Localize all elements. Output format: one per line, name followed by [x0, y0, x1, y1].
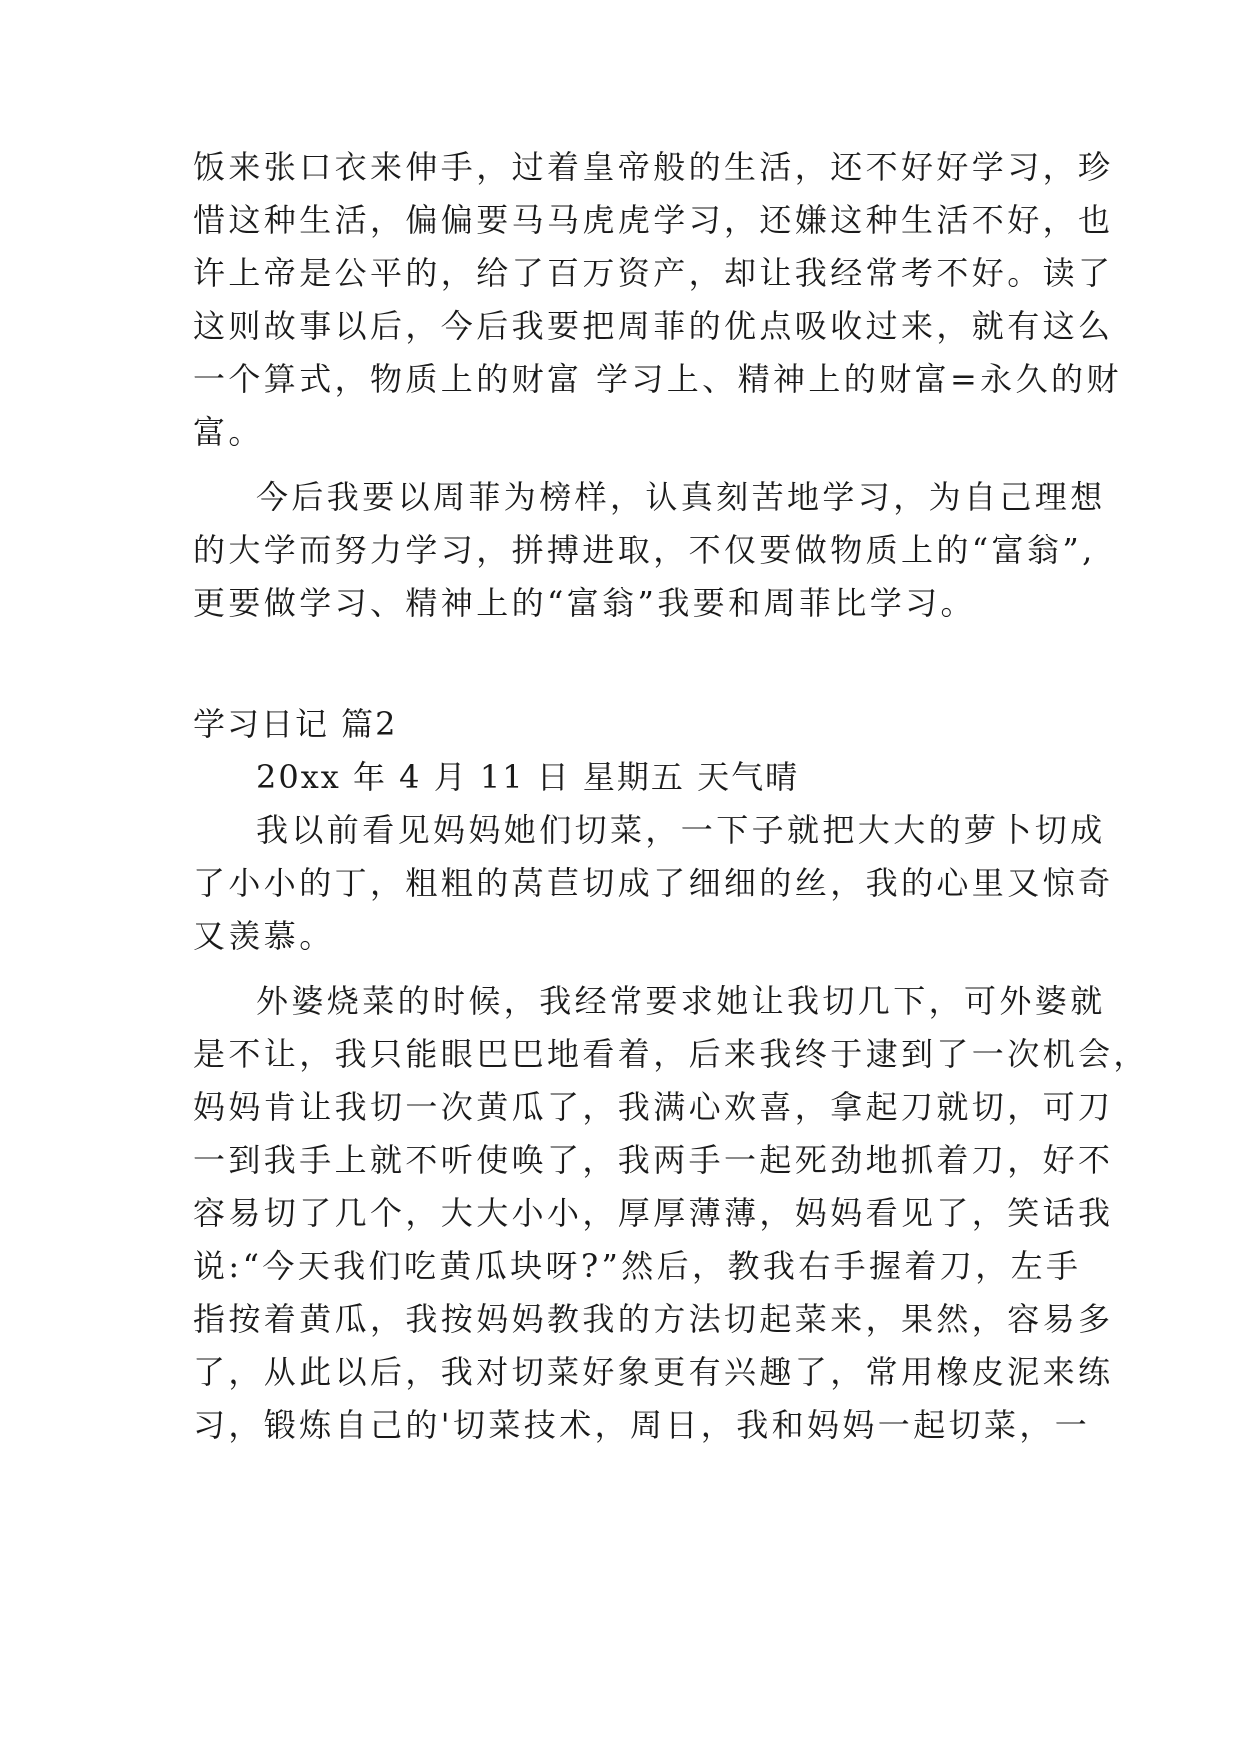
paragraph-line: 更要做学习、精神上的“富翁”我要和周菲比学习。 — [193, 584, 976, 622]
paragraph-line: 我以前看见妈妈她们切菜，一下子就把大大的萝卜切成 — [256, 811, 1106, 849]
paragraph-line: 外婆烧菜的时候，我经常要求她让我切几下，可外婆就 — [256, 982, 1106, 1020]
paragraph-line: 容易切了几个，大大小小，厚厚薄薄，妈妈看见了，笑话我 — [193, 1194, 1114, 1232]
paragraph-line: 的大学而努力学习，拼搏进取，不仅要做物质上的“富翁”, — [193, 531, 1096, 569]
diary-date-line: 20xx 年 4 月 11 日 星期五 天气晴 — [256, 758, 800, 796]
paragraph-line: 一到我手上就不听使唤了，我两手一起死劲地抓着刀，好不 — [193, 1141, 1114, 1179]
paragraph-line: 又羡慕。 — [193, 917, 335, 955]
paragraph-line: 是不让，我只能眼巴巴地看着，后来我终于逮到了一次机会， — [193, 1035, 1149, 1073]
paragraph-line: 一个算式，物质上的财富 学习上、精神上的财富=永久的财 — [193, 360, 1122, 398]
paragraph-line: 饭来张口衣来伸手，过着皇帝般的生活，还不好好学习，珍 — [193, 148, 1114, 186]
paragraph-line: 了，从此以后，我对切菜好象更有兴趣了，常用橡皮泥来练 — [193, 1353, 1114, 1391]
paragraph-line: 惜这种生活，偏偏要马马虎虎学习，还嫌这种生活不好，也 — [193, 201, 1114, 239]
paragraph-line: 这则故事以后，今后我要把周菲的优点吸收过来，就有这么 — [193, 307, 1114, 345]
paragraph-line: 说:“今天我们吃黄瓜块呀?”然后，教我右手握着刀，左手 — [193, 1247, 1082, 1285]
paragraph-line: 许上帝是公平的，给了百万资产，却让我经常考不好。读了 — [193, 254, 1114, 292]
section-heading: 学习日记 篇2 — [193, 705, 398, 743]
paragraph-line: 今后我要以周菲为榜样，认真刻苦地学习，为自己理想 — [256, 478, 1106, 516]
paragraph-line: 富。 — [193, 413, 264, 451]
paragraph-line: 习，锻炼自己的'切菜技术，周日，我和妈妈一起切菜，一 — [193, 1406, 1091, 1444]
paragraph-line: 指按着黄瓜，我按妈妈教我的方法切起菜来，果然，容易多 — [193, 1300, 1114, 1338]
paragraph-line: 了小小的丁，粗粗的莴苣切成了细细的丝，我的心里又惊奇 — [193, 864, 1114, 902]
paragraph-line: 妈妈肯让我切一次黄瓜了，我满心欢喜，拿起刀就切，可刀 — [193, 1088, 1114, 1126]
